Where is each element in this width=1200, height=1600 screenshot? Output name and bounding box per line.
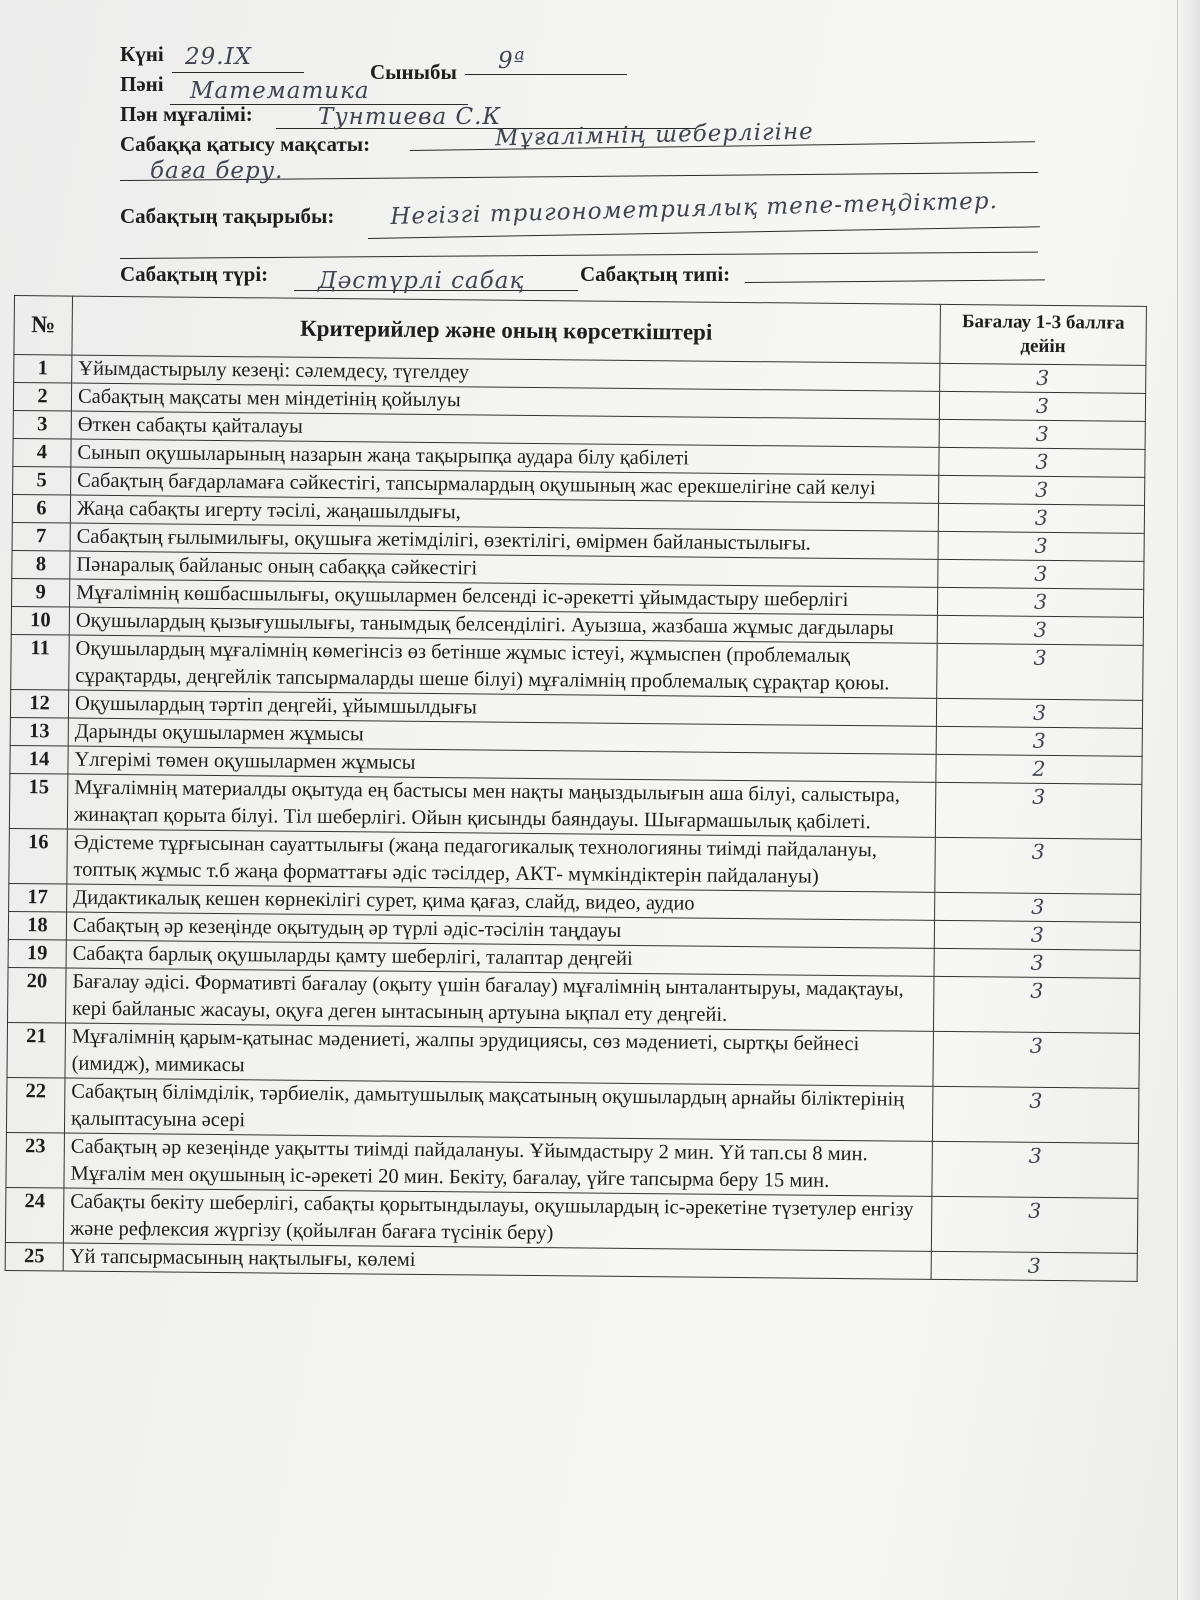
- class-value: 9ª: [498, 48, 526, 74]
- type-line: [745, 279, 1045, 283]
- row-score: 3: [931, 1251, 1137, 1281]
- row-number: 20: [8, 967, 67, 1023]
- row-number: 17: [9, 883, 67, 912]
- criterion-text: Оқушылардың тәртіп деңгейі, ұйымшылдығы: [68, 690, 936, 726]
- row-number: 23: [6, 1132, 65, 1188]
- row-number: 14: [10, 745, 68, 774]
- class-label: Сыныбы: [370, 60, 457, 84]
- row-number: 1: [14, 355, 72, 384]
- criterion-text: Әдістеме тұрғысынан сауаттылығы (жаңа педагогикалық технологияны тиімді пайдалануы, топтық жұмыс т.б жаңа форматтағы әдіс тәсілдер, АКТ- мүмкіндіктерін пайдалануы): [67, 829, 935, 892]
- row-score: 3: [939, 475, 1145, 505]
- criterion-text: Оқушылардың мұғалімнің көмегінсіз өз бетінше жұмыс істеуі, жұмыспен (проблемалық сұрақтарды, деңгейлік тапсырмаларды шеше білуі) мұғалімнің проблемалық сұрақтар қоюы.: [69, 635, 937, 698]
- class-line: [465, 74, 627, 75]
- table-row: [6, 1077, 1138, 1143]
- row-score: 3: [935, 837, 1142, 894]
- criterion-text: Сабақтың әр кезеңінде оқытудың әр түрлі әдіс-тәсілін таңдауы: [66, 912, 934, 948]
- criterion-text: Сабақты бекіту шеберлігі, сабақты қорытындылауы, оқушылардың іс-әрекетіне түзетулер енгізу және рефлексия жүргізу (қойылған бағаға түсінік беру): [63, 1188, 931, 1251]
- topic-line: [368, 226, 1040, 239]
- criterion-text: Сабақта барлық оқушыларды қамту шеберлігі, талаптар деңгейі: [66, 940, 934, 976]
- row-number: 2: [13, 383, 71, 412]
- purpose-label: Сабаққа қатысу мақсаты:: [120, 132, 371, 156]
- date-value: 29.IX: [185, 44, 253, 70]
- criterion-text: Пәнаралық байланыс оның сабаққа сәйкестігі: [70, 551, 938, 587]
- row-score: 3: [938, 503, 1144, 533]
- criteria-table: [5, 295, 1147, 1282]
- topic-label: Сабақтың тақырыбы:: [120, 204, 335, 228]
- criterion-text: Мұғалімнің көшбасшылығы, оқушылармен белсенді іс-әрекетті ұйымдастыру шеберлігі: [70, 579, 938, 615]
- criterion-text: Мұғалімнің материалды оқытуда ең бастысы мен нақты маңыздылығын аша білуі, салыстыра, жинақтап қорыта білуі. Тіл шеберлігі. Ойын қисынды баяндауы. Шығармашылық қабілеті.: [67, 774, 935, 837]
- row-number: 9: [12, 578, 70, 607]
- topic-value: Негізгі тригонометриялық тепе-теңдіктер.: [390, 188, 999, 230]
- row-number: 4: [13, 438, 71, 467]
- header-score: Бағалау 1-3 баллға дейін: [940, 304, 1147, 365]
- row-number: 24: [5, 1187, 64, 1243]
- criterion-text: Сабақтың ғылымилығы, оқушыға жетімділігі, өзектілігі, өмірмен байланыстылығы.: [70, 523, 938, 559]
- row-score: 3: [940, 363, 1146, 393]
- criterion-text: Сабақтың білімділік, тәрбиелік, дамытушылық мақсатының оқушылардың арнайы біліктерінің қалыптасуына әсері: [64, 1078, 932, 1141]
- criterion-text: Дидактикалық кешен көрнекілігі сурет, қима қағаз, слайд, видео, аудио: [67, 884, 935, 920]
- row-number: 3: [13, 410, 71, 439]
- type-label: Сабақтың типі:: [580, 262, 731, 286]
- table-header-row: [14, 296, 1147, 366]
- row-number: 15: [9, 773, 68, 829]
- table-row: [5, 1187, 1137, 1253]
- criterion-text: Сабақтың мақсаты мен міндетінің қойылуы: [71, 383, 939, 419]
- criterion-text: Сабақтың бағдарламаға сәйкестігі, тапсырмалардың оқушының жас ерекшелігіне сай келуі: [71, 467, 939, 503]
- page-edge: [1177, 0, 1200, 1600]
- table-row: [9, 773, 1141, 839]
- row-number: 16: [9, 828, 68, 884]
- criterion-text: Бағалау әдісі. Формативті бағалау (оқыту үшін бағалау) мұғалімнің ынталантыруы, мадақтауы, кері байланыс жасауы, оқуға деген ынтасының артуына ықпал ету деңгейі.: [66, 968, 934, 1031]
- row-score: 3: [936, 698, 1142, 728]
- row-score: 3: [935, 892, 1141, 922]
- row-score: 3: [938, 531, 1144, 561]
- row-score: 3: [937, 615, 1143, 645]
- row-score: 3: [933, 1031, 1140, 1088]
- row-score: 3: [937, 643, 1144, 700]
- row-score: 3: [934, 948, 1140, 978]
- row-score: 3: [937, 587, 1143, 617]
- row-number: 22: [6, 1077, 65, 1133]
- criterion-text: Үлгерімі төмен оқушылармен жұмысы: [68, 746, 936, 782]
- row-number: 18: [8, 911, 66, 940]
- row-number: 8: [12, 550, 70, 579]
- row-number: 10: [11, 606, 69, 635]
- row-number: 12: [10, 689, 68, 718]
- kind-label: Сабақтың түрі:: [120, 262, 269, 286]
- criterion-text: Жаңа сабақты игерту тәсілі, жаңашылдығы,: [70, 495, 938, 531]
- row-number: 6: [12, 494, 70, 523]
- row-score: 3: [932, 1086, 1139, 1143]
- purpose-value-1: Мұғалімнің шеберлігіне: [494, 118, 815, 152]
- criteria-body: [5, 355, 1146, 1282]
- header-criteria: Критерийлер және оның көрсеткіштері: [72, 296, 941, 363]
- criterion-text: Сынып оқушыларының назарын жаңа тақырыпқа аудара білу қабілеті: [71, 439, 939, 475]
- row-number: 25: [5, 1242, 63, 1271]
- date-line: [172, 72, 304, 73]
- row-number: 5: [13, 466, 71, 495]
- row-score: 3: [939, 419, 1145, 449]
- row-score: 3: [938, 559, 1144, 589]
- row-score: 3: [931, 1196, 1138, 1253]
- row-number: 21: [7, 1022, 66, 1078]
- row-score: 3: [939, 447, 1145, 477]
- row-number: 7: [12, 522, 70, 551]
- header-number: №: [14, 296, 73, 356]
- criterion-text: Үй тапсырмасының нақтылығы, көлемі: [63, 1243, 931, 1279]
- row-number: 19: [8, 939, 66, 968]
- table-row: [11, 634, 1143, 700]
- subject-label: Пәні: [120, 72, 164, 96]
- criterion-text: Сабақтың әр кезеңінде уақытты тиімді пайдалануы. Ұйымдастыру 2 мин. Үй тап.сы 8 мин. Мұғалім мен оқушының іс-әрекеті 20 мин. Бекіту, бағалау, үйге тапсырма беру 15 мин.: [64, 1133, 932, 1196]
- row-number: 13: [10, 717, 68, 746]
- criterion-text: Дарынды оқушылармен жұмысы: [68, 718, 936, 754]
- row-score: 3: [939, 391, 1145, 421]
- teacher-label: Пән мұғалімі:: [120, 102, 253, 126]
- subject-value: Математика: [190, 78, 370, 104]
- table-row: [6, 1132, 1138, 1198]
- kind-value: Дәстүрлі сабақ: [318, 268, 525, 294]
- row-score: 3: [933, 976, 1140, 1033]
- criterion-text: Ұйымдастырылу кезеңі: сәлемдесу, түгелдеу: [72, 355, 940, 391]
- row-score: 3: [934, 920, 1140, 950]
- criterion-text: Оқушылардың қызығушылығы, танымдық белсенділігі. Ауызша, жазбаша жұмыс дағдылары: [69, 607, 937, 643]
- row-score: 3: [936, 726, 1142, 756]
- criterion-text: Мұғалімнің қарым-қатынас мәдениеті, жалпы эрудициясы, сөз мәдениеті, сыртқы бейнесі (имидж), мимикасы: [65, 1023, 933, 1086]
- purpose-value-2: баға беру.: [150, 158, 284, 184]
- row-number: 11: [11, 634, 70, 690]
- row-score: 3: [935, 782, 1142, 839]
- row-score: 2: [936, 754, 1142, 784]
- table-row: [9, 828, 1141, 894]
- criterion-text: Өткен сабақты қайталауы: [71, 411, 939, 447]
- table-row: [7, 1022, 1139, 1088]
- teacher-value: Тунтиева С.К: [318, 104, 502, 130]
- date-label: Күні: [120, 42, 164, 66]
- table-row: [8, 967, 1140, 1033]
- topic-line-2: [120, 252, 1038, 259]
- row-score: 3: [932, 1141, 1139, 1198]
